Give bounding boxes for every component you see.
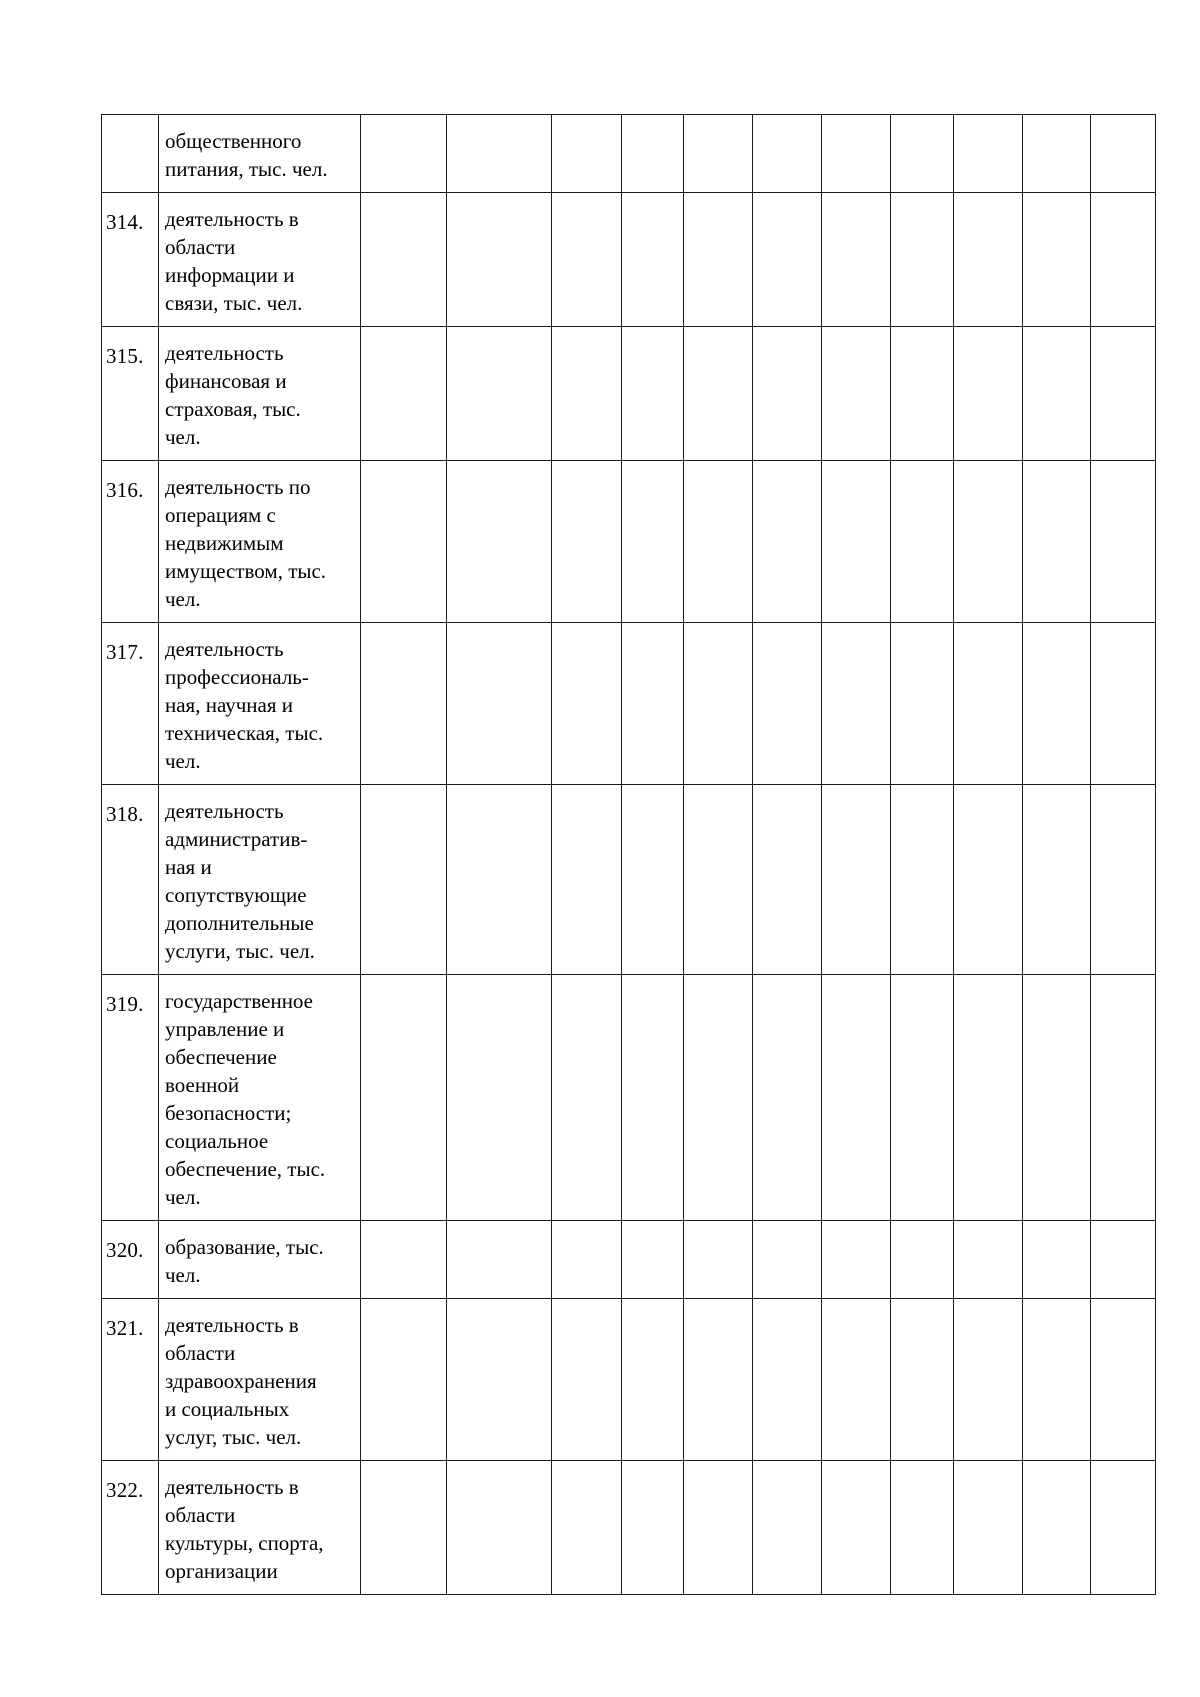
value-cell bbox=[1023, 327, 1091, 461]
value-cell bbox=[447, 327, 552, 461]
table-row bbox=[102, 975, 1156, 1221]
value-cell bbox=[753, 975, 822, 1221]
value-cell bbox=[1091, 115, 1156, 193]
row-description-cell bbox=[159, 115, 361, 193]
value-cell bbox=[822, 975, 891, 1221]
value-cell bbox=[954, 327, 1023, 461]
value-cell bbox=[552, 975, 622, 1221]
value-cell bbox=[684, 785, 753, 975]
value-cell bbox=[753, 327, 822, 461]
description-line: деятельность bbox=[165, 341, 284, 365]
value-cell bbox=[622, 1299, 684, 1461]
value-cell bbox=[954, 1461, 1023, 1595]
value-cell bbox=[622, 1461, 684, 1595]
value-cell bbox=[447, 193, 552, 327]
description-line: чел. bbox=[165, 749, 201, 773]
value-cell bbox=[684, 623, 753, 785]
row-description-cell bbox=[159, 461, 361, 623]
value-cell bbox=[684, 327, 753, 461]
value-cell bbox=[684, 1299, 753, 1461]
value-cell bbox=[684, 115, 753, 193]
table-row bbox=[102, 115, 1156, 193]
row-description-cell bbox=[159, 1461, 361, 1595]
table-row bbox=[102, 193, 1156, 327]
value-cell bbox=[361, 623, 447, 785]
value-cell bbox=[891, 623, 954, 785]
value-cell bbox=[684, 975, 753, 1221]
description-line: услуг, тыс. чел. bbox=[165, 1425, 302, 1449]
table-body bbox=[102, 115, 1156, 1595]
description-line: услуги, тыс. чел. bbox=[165, 939, 315, 963]
value-cell bbox=[622, 975, 684, 1221]
value-cell bbox=[447, 1461, 552, 1595]
description-line: области bbox=[165, 1503, 236, 1527]
description-line: техническая, тыс. bbox=[165, 721, 324, 745]
description-line: области bbox=[165, 235, 236, 259]
table-row bbox=[102, 623, 1156, 785]
value-cell bbox=[361, 327, 447, 461]
table-row bbox=[102, 327, 1156, 461]
value-cell bbox=[552, 115, 622, 193]
value-cell bbox=[753, 115, 822, 193]
description-line: финансовая и bbox=[165, 369, 287, 393]
value-cell bbox=[1023, 975, 1091, 1221]
table-row bbox=[102, 1221, 1156, 1299]
value-cell bbox=[361, 1299, 447, 1461]
value-cell bbox=[753, 461, 822, 623]
value-cell bbox=[822, 115, 891, 193]
value-cell bbox=[1091, 1299, 1156, 1461]
value-cell bbox=[1091, 785, 1156, 975]
value-cell bbox=[1023, 461, 1091, 623]
value-cell bbox=[822, 1221, 891, 1299]
description-line: административ- bbox=[165, 827, 308, 851]
value-cell bbox=[1091, 461, 1156, 623]
value-cell bbox=[753, 623, 822, 785]
value-cell bbox=[684, 193, 753, 327]
description-line: недвижимым bbox=[165, 531, 284, 555]
table-row bbox=[102, 785, 1156, 975]
row-description-cell bbox=[159, 623, 361, 785]
value-cell bbox=[447, 785, 552, 975]
description-line: чел. bbox=[165, 587, 201, 611]
value-cell bbox=[622, 115, 684, 193]
description-line: чел. bbox=[165, 1263, 201, 1287]
row-number-cell: 316. bbox=[102, 461, 159, 623]
value-cell bbox=[891, 1461, 954, 1595]
value-cell bbox=[361, 975, 447, 1221]
value-cell bbox=[361, 785, 447, 975]
description-line: чел. bbox=[165, 425, 201, 449]
value-cell bbox=[954, 1299, 1023, 1461]
value-cell bbox=[1023, 193, 1091, 327]
value-cell bbox=[361, 1221, 447, 1299]
value-cell bbox=[891, 193, 954, 327]
value-cell bbox=[1023, 785, 1091, 975]
description-line: деятельность bbox=[165, 799, 284, 823]
value-cell bbox=[954, 975, 1023, 1221]
value-cell bbox=[753, 1221, 822, 1299]
row-description-cell bbox=[159, 975, 361, 1221]
row-description-cell bbox=[159, 1299, 361, 1461]
value-cell bbox=[753, 1299, 822, 1461]
value-cell bbox=[684, 461, 753, 623]
value-cell bbox=[622, 461, 684, 623]
value-cell bbox=[1091, 975, 1156, 1221]
value-cell bbox=[552, 327, 622, 461]
statistics-table bbox=[101, 114, 1156, 1595]
value-cell bbox=[1091, 623, 1156, 785]
table-row bbox=[102, 1461, 1156, 1595]
value-cell bbox=[361, 193, 447, 327]
description-line: здравоохранения bbox=[165, 1369, 317, 1393]
description-line: связи, тыс. чел. bbox=[165, 291, 303, 315]
row-number-cell: 317. bbox=[102, 623, 159, 785]
value-cell bbox=[684, 1221, 753, 1299]
description-line: деятельность в bbox=[165, 1313, 299, 1337]
value-cell bbox=[1023, 1221, 1091, 1299]
value-cell bbox=[622, 785, 684, 975]
row-description-cell bbox=[159, 785, 361, 975]
value-cell bbox=[822, 327, 891, 461]
value-cell bbox=[954, 1221, 1023, 1299]
description-line: обеспечение bbox=[165, 1045, 277, 1069]
row-number-cell: 321. bbox=[102, 1299, 159, 1461]
value-cell bbox=[552, 623, 622, 785]
value-cell bbox=[954, 461, 1023, 623]
value-cell bbox=[891, 785, 954, 975]
description-line: деятельность по bbox=[165, 475, 311, 499]
value-cell bbox=[552, 461, 622, 623]
value-cell bbox=[684, 1461, 753, 1595]
value-cell bbox=[361, 115, 447, 193]
value-cell bbox=[552, 1461, 622, 1595]
value-cell bbox=[891, 461, 954, 623]
description-line: страховая, тыс. bbox=[165, 397, 301, 421]
description-line: области bbox=[165, 1341, 236, 1365]
value-cell bbox=[1091, 1461, 1156, 1595]
value-cell bbox=[1023, 1461, 1091, 1595]
description-line: профессиональ- bbox=[165, 665, 309, 689]
description-line: операциям с bbox=[165, 503, 276, 527]
row-number-cell: 318. bbox=[102, 785, 159, 975]
description-line: деятельность в bbox=[165, 1475, 299, 1499]
description-line: ная и bbox=[165, 855, 212, 879]
value-cell bbox=[447, 975, 552, 1221]
row-number-cell: 319. bbox=[102, 975, 159, 1221]
row-number-cell: 320. bbox=[102, 1221, 159, 1299]
description-line: организации bbox=[165, 1559, 278, 1583]
row-description-cell bbox=[159, 327, 361, 461]
description-line: социальное bbox=[165, 1129, 269, 1153]
table-row bbox=[102, 1299, 1156, 1461]
description-line: дополнительные bbox=[165, 911, 314, 935]
description-line: общественного bbox=[165, 129, 302, 153]
description-line: военной bbox=[165, 1073, 240, 1097]
value-cell bbox=[1091, 327, 1156, 461]
row-number-cell: 322. bbox=[102, 1461, 159, 1595]
value-cell bbox=[753, 785, 822, 975]
description-line: обеспечение, тыс. bbox=[165, 1157, 326, 1181]
value-cell bbox=[622, 327, 684, 461]
value-cell bbox=[1091, 193, 1156, 327]
value-cell bbox=[447, 1221, 552, 1299]
value-cell bbox=[822, 1461, 891, 1595]
value-cell bbox=[622, 1221, 684, 1299]
description-line: государственное bbox=[165, 989, 314, 1013]
description-line: и социальных bbox=[165, 1397, 290, 1421]
value-cell bbox=[954, 623, 1023, 785]
value-cell bbox=[954, 785, 1023, 975]
value-cell bbox=[891, 327, 954, 461]
value-cell bbox=[622, 193, 684, 327]
value-cell bbox=[753, 1461, 822, 1595]
description-line: информации и bbox=[165, 263, 295, 287]
value-cell bbox=[954, 193, 1023, 327]
description-line: питания, тыс. чел. bbox=[165, 157, 328, 181]
value-cell bbox=[822, 193, 891, 327]
value-cell bbox=[891, 975, 954, 1221]
value-cell bbox=[1023, 623, 1091, 785]
value-cell bbox=[822, 1299, 891, 1461]
value-cell bbox=[1023, 115, 1091, 193]
description-line: чел. bbox=[165, 1185, 201, 1209]
description-line: культуры, спорта, bbox=[165, 1531, 324, 1555]
value-cell bbox=[891, 1221, 954, 1299]
value-cell bbox=[361, 1461, 447, 1595]
description-line: деятельность bbox=[165, 637, 284, 661]
value-cell bbox=[361, 461, 447, 623]
value-cell bbox=[954, 115, 1023, 193]
value-cell bbox=[552, 785, 622, 975]
table-row bbox=[102, 461, 1156, 623]
value-cell bbox=[622, 623, 684, 785]
description-line: сопутствующие bbox=[165, 883, 307, 907]
value-cell bbox=[822, 623, 891, 785]
description-line: ная, научная и bbox=[165, 693, 293, 717]
value-cell bbox=[753, 193, 822, 327]
description-line: безопасности; bbox=[165, 1101, 292, 1125]
value-cell bbox=[1023, 1299, 1091, 1461]
description-line: деятельность в bbox=[165, 207, 299, 231]
description-line: управление и bbox=[165, 1017, 285, 1041]
row-description-cell bbox=[159, 193, 361, 327]
value-cell bbox=[822, 785, 891, 975]
value-cell bbox=[552, 193, 622, 327]
value-cell bbox=[822, 461, 891, 623]
value-cell bbox=[447, 1299, 552, 1461]
value-cell bbox=[447, 461, 552, 623]
value-cell bbox=[447, 623, 552, 785]
description-line: имуществом, тыс. bbox=[165, 559, 327, 583]
row-number-cell: 315. bbox=[102, 327, 159, 461]
value-cell bbox=[552, 1299, 622, 1461]
description-line: образование, тыс. bbox=[165, 1235, 324, 1259]
value-cell bbox=[891, 1299, 954, 1461]
row-number-cell bbox=[102, 115, 159, 193]
value-cell bbox=[447, 115, 552, 193]
value-cell bbox=[1091, 1221, 1156, 1299]
value-cell bbox=[891, 115, 954, 193]
row-number-cell: 314. bbox=[102, 193, 159, 327]
row-description-cell bbox=[159, 1221, 361, 1299]
value-cell bbox=[552, 1221, 622, 1299]
